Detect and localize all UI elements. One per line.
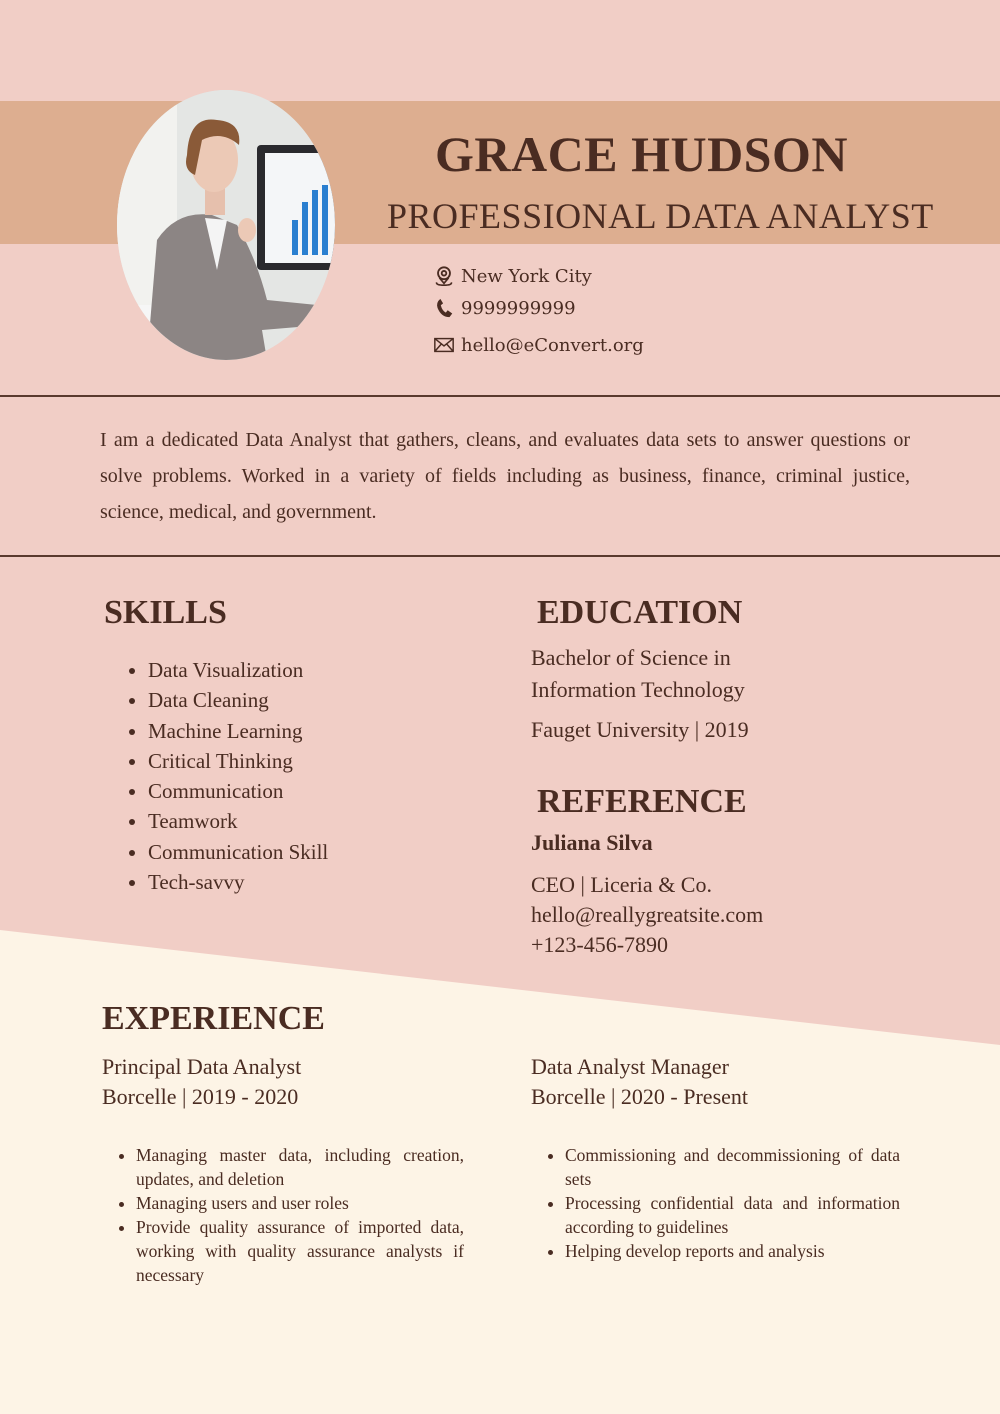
contact-email-text[interactable]: hello@eConvert.org	[461, 334, 644, 356]
job-bullet: • Managing users and user roles	[136, 1191, 464, 1215]
skill-item: • Communication Skill	[148, 837, 328, 867]
reference-name: Juliana Silva	[531, 830, 653, 855]
reference-email[interactable]: hello@reallygreatsite.com	[531, 902, 764, 927]
contact-location	[433, 265, 592, 287]
experience-heading: EXPERIENCE	[102, 1000, 325, 1037]
skills-list	[148, 655, 328, 897]
contact-location-text: New York City	[461, 265, 592, 287]
job-bullet: • Commissioning and decommissioning of data sets	[565, 1143, 900, 1191]
skill-item: • Critical Thinking	[148, 746, 328, 776]
contact-email[interactable]	[433, 334, 644, 356]
education-degree-line1: Bachelor of Science in	[531, 645, 731, 670]
skills-heading: SKILLS	[104, 594, 227, 631]
skill-item: • Data Cleaning	[148, 685, 328, 715]
reference-heading: REFERENCE	[537, 783, 747, 820]
skill-item: • Data Visualization	[148, 655, 328, 685]
job-bullet: • Managing master data, including creation, updates, and deletion	[136, 1143, 464, 1191]
education-degree-line2: Information Technology	[531, 677, 745, 702]
envelope-icon	[433, 334, 455, 356]
education-heading: EDUCATION	[537, 594, 743, 631]
job-company-2: Borcelle | 2020 - Present	[531, 1084, 749, 1109]
divider	[0, 395, 1000, 397]
job-company-1: Borcelle | 2019 - 2020	[102, 1084, 299, 1109]
location-pin-icon	[433, 265, 455, 287]
contact-phone	[433, 297, 576, 319]
job-bullet: • Processing confidential data and information according to guidelines	[565, 1191, 900, 1239]
candidate-name: GRACE HUDSON	[435, 126, 848, 182]
job-bullets-2	[565, 1143, 900, 1263]
skill-item: • Tech-savvy	[148, 867, 328, 897]
education-school: Fauget University | 2019	[531, 717, 749, 742]
contact-phone-text: 9999999999	[461, 297, 576, 319]
skill-item: • Communication	[148, 776, 328, 806]
job-bullets-1	[136, 1143, 464, 1287]
profile-photo	[117, 90, 335, 360]
job-bullet: • Helping develop reports and analysis	[565, 1239, 900, 1263]
reference-role: CEO | Liceria & Co.	[531, 872, 712, 897]
job-title-1: Principal Data Analyst	[102, 1054, 302, 1079]
job-title: PROFESSIONAL DATA ANALYST	[387, 196, 934, 236]
about-summary: I am a dedicated Data Analyst that gathers, cleans, and evaluates data sets to answer questions or solve problems. Worked in a variety of fields including as business, finance, criminal justice, science, medical, and government.	[100, 429, 910, 523]
skill-item: • Teamwork	[148, 806, 328, 836]
divider	[0, 555, 1000, 557]
job-bullet: • Provide quality assurance of imported data, working with quality assurance analysts if necessary	[136, 1215, 464, 1287]
job-title-2: Data Analyst Manager	[531, 1054, 729, 1079]
phone-icon	[433, 297, 455, 319]
reference-phone: +123-456-7890	[531, 932, 669, 957]
skill-item: • Machine Learning	[148, 716, 328, 746]
